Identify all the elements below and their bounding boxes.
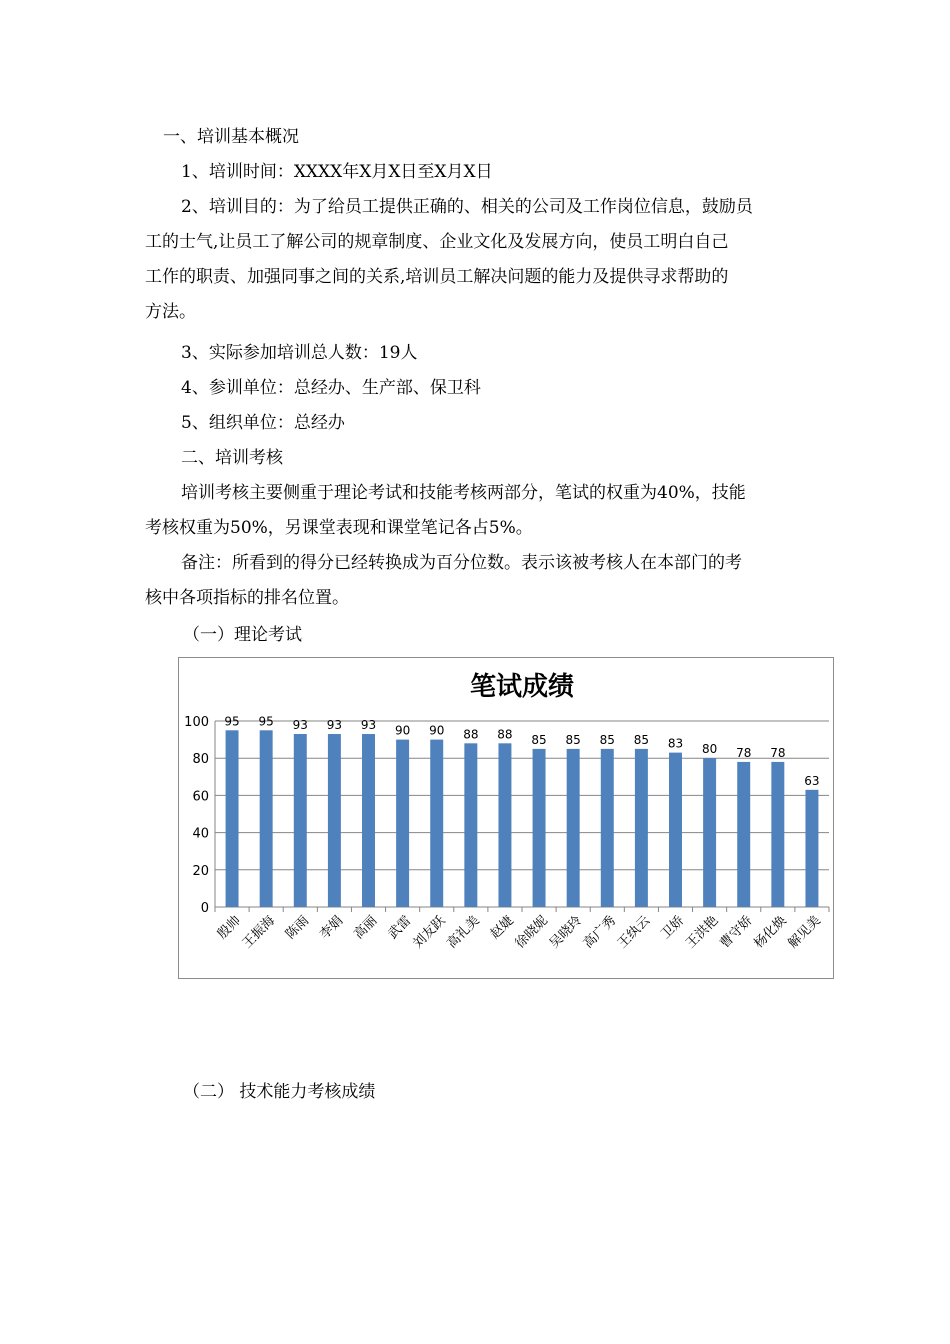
item-organizer: 5、组织单位：总经办 (181, 413, 345, 433)
y-tick-label: 60 (192, 789, 209, 805)
bar-徐晓妮 (533, 749, 546, 907)
written-exam-chart (178, 657, 834, 979)
bar-殷帅 (226, 730, 239, 907)
y-tick-label: 0 (200, 901, 209, 916)
y-tick-label: 80 (192, 752, 209, 768)
bar-解见美 (805, 790, 818, 907)
data-label: 90 (429, 723, 445, 738)
category-label: 王洪艳 (683, 913, 722, 952)
data-label: 78 (736, 745, 752, 760)
item-training-time: 1、培训时间：XXXX年X月X日至X月X日 (181, 162, 493, 182)
item-training-purpose-line3: 工作的职责、加强同事之间的关系,培训员工解决问题的能力及提供寻求帮助的 (145, 267, 729, 287)
data-label: 83 (667, 736, 684, 751)
data-label: 95 (258, 714, 274, 729)
data-label: 95 (224, 714, 240, 729)
item-training-purpose-line1: 2、培训目的：为了给员工提供正确的、相关的公司及工作岗位信息，鼓励员 (181, 197, 753, 217)
bar-高礼美 (464, 743, 477, 907)
bar-chart-svg (179, 658, 833, 978)
note-line1: 备注：所看到的得分已经转换成为百分位数。表示该被考核人在本部门的考 (181, 553, 742, 573)
category-label: 杨化焕 (751, 913, 790, 952)
assessment-line2: 考核权重为50%，另课堂表现和课堂笔记各占5%。 (145, 518, 533, 538)
section1-title: 一、培训基本概况 (163, 127, 299, 147)
data-label: 88 (463, 727, 479, 742)
bar-王振海 (260, 730, 273, 907)
data-label: 93 (292, 718, 308, 733)
bar-高广秀 (601, 749, 614, 907)
bar-吴晓玲 (567, 749, 580, 907)
bar-卫娇 (669, 753, 682, 907)
category-label: 赵婕 (487, 913, 517, 943)
assessment-line1: 培训考核主要侧重于理论考试和技能考核两部分，笔试的权重为40%，技能 (181, 483, 746, 503)
bar-王洪艳 (703, 758, 716, 907)
category-label: 高广秀 (580, 913, 620, 952)
data-label: 85 (633, 732, 650, 747)
data-label: 93 (326, 718, 343, 733)
subsection1-title: （一）理论考试 (183, 625, 302, 645)
data-label: 63 (804, 773, 820, 788)
category-label: 解见美 (785, 913, 824, 952)
item-participant-count: 3、实际参加培训总人数：19人 (181, 343, 418, 363)
y-tick-label: 100 (184, 715, 209, 730)
bar-刘友跃 (430, 740, 443, 907)
bar-高丽 (362, 734, 375, 907)
bar-王纨云 (635, 749, 648, 907)
bar-杨化焕 (771, 762, 784, 907)
note-line2: 核中各项指标的排名位置。 (145, 588, 349, 608)
data-label: 80 (701, 742, 718, 757)
y-tick-label: 40 (192, 826, 209, 842)
chart-title: 笔试成绩 (469, 672, 575, 702)
category-label: 殷帅 (214, 913, 244, 943)
data-label: 78 (770, 745, 786, 760)
data-label: 90 (394, 723, 411, 738)
data-label: 85 (531, 732, 547, 747)
category-label: 刘友跃 (410, 913, 449, 952)
bar-陈雨 (294, 734, 307, 907)
data-label: 93 (360, 718, 377, 733)
data-label: 85 (599, 732, 615, 747)
category-label: 陈雨 (283, 913, 313, 943)
bar-曹守娇 (737, 762, 750, 907)
bar-赵婕 (498, 743, 511, 907)
category-label: 高丽 (351, 913, 381, 943)
category-label: 高礼美 (444, 913, 483, 952)
section2-title: 二、培训考核 (181, 448, 283, 468)
item-training-purpose-line4: 方法。 (145, 302, 196, 322)
category-label: 吴晓玲 (546, 913, 585, 952)
bar-李娟 (328, 734, 341, 907)
y-tick-label: 20 (192, 863, 209, 879)
category-label: 李娟 (317, 913, 347, 943)
category-label: 武雷 (385, 913, 415, 943)
item-training-purpose-line2: 工的士气,让员工了解公司的规章制度、企业文化及发展方向，使员工明白自己 (145, 232, 729, 252)
category-label: 徐晓妮 (512, 913, 551, 952)
bar-武雷 (396, 740, 409, 907)
category-label: 曹守娇 (717, 913, 756, 952)
category-label: 王振海 (239, 913, 278, 952)
category-label: 卫娇 (658, 913, 688, 943)
category-label: 王纨云 (615, 913, 654, 952)
data-label: 85 (565, 732, 581, 747)
item-participant-units: 4、参训单位：总经办、生产部、保卫科 (181, 378, 481, 398)
subsection2-title: （二） 技术能力考核成绩 (183, 1082, 376, 1102)
data-label: 88 (497, 727, 513, 742)
